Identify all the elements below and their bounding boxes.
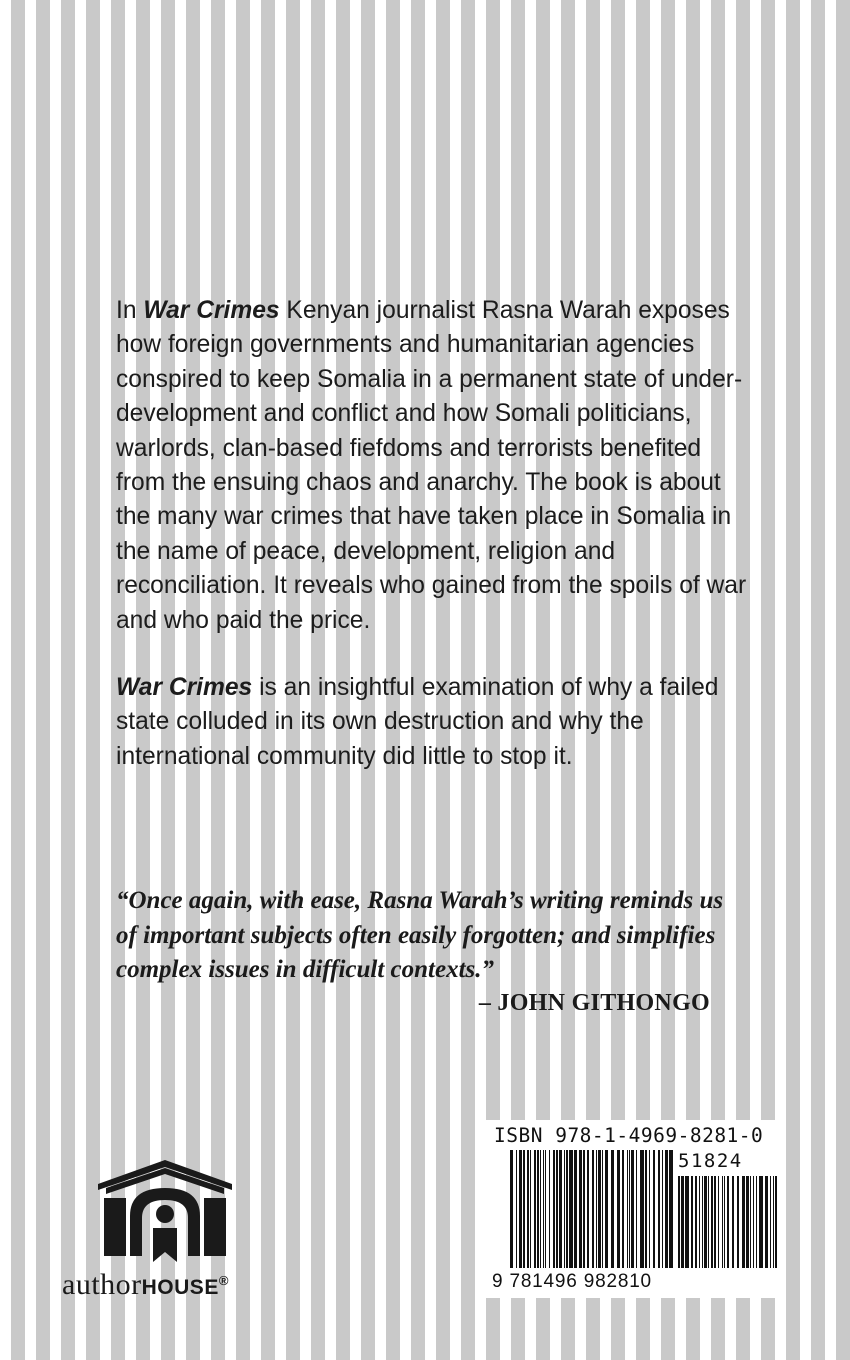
barcode-bar [699, 1176, 700, 1268]
barcode-bar [765, 1176, 768, 1268]
barcode-bar [770, 1176, 771, 1268]
barcode-bar [773, 1176, 774, 1268]
registered-mark: ® [218, 1273, 229, 1288]
barcode-bar [569, 1150, 573, 1268]
barcode-bar [530, 1150, 531, 1268]
barcode-bar [669, 1150, 673, 1268]
barcode-bar [665, 1150, 668, 1268]
barcode-bar [775, 1176, 777, 1268]
barcode-bar [662, 1150, 663, 1268]
barcode-bar [627, 1150, 628, 1268]
barcode-bar [732, 1176, 734, 1268]
barcode-bar [602, 1150, 603, 1268]
book-title-inline-2: War Crimes [116, 674, 253, 702]
barcode-bar [549, 1150, 550, 1268]
barcode-bar [727, 1176, 729, 1268]
barcode-bar [678, 1176, 680, 1268]
ean-digits: 9 781496 982810 [492, 1271, 652, 1292]
barcode-bar [553, 1150, 555, 1268]
back-cover-blurb [116, 294, 756, 774]
barcode-bar [587, 1150, 589, 1268]
barcode-bar [622, 1150, 624, 1268]
barcode-bar [523, 1150, 525, 1268]
barcode-bar [534, 1150, 536, 1268]
barcode-bar [516, 1150, 517, 1268]
barcode-bar [753, 1176, 754, 1268]
barcode-bar [537, 1150, 539, 1268]
barcode-bar [611, 1150, 614, 1268]
barcode-bar [605, 1150, 608, 1268]
publisher-name-author: author [62, 1268, 142, 1301]
barcode-bar [691, 1176, 693, 1268]
barcode-bar [564, 1150, 565, 1268]
endorsement-quote: “Once again, with ease, Rasna Warah’s writing reminds us of important subjects often easily forgotten; and simplifies complex issues in difficult contexts.” [116, 887, 724, 983]
barcode-bar [543, 1150, 544, 1268]
barcode-bar [658, 1150, 660, 1268]
barcode-bar [742, 1176, 745, 1268]
barcode-bar [704, 1176, 707, 1268]
blurb-text-1: Kenyan journalist Rasna Warah exposes how foreign governments and humanitarian agencies conspired to keep Somalia in a permanent state of under-development and conflict and how Somali politicians, warlords, clan-based fiefdoms and terrorists benefited from the ensuing chaos and anarchy. The book is about the many war crimes that have taken place in Somalia in the name of peace, development, religion and reconciliation. It reveals who gained from the spoils of war and who paid the price. [116, 297, 747, 634]
isbn-barcode [484, 1120, 786, 1298]
barcode-bar [750, 1176, 751, 1268]
publisher-name [62, 1268, 292, 1302]
ean-barcode-bars [510, 1150, 676, 1268]
barcode-bar [545, 1150, 546, 1268]
barcode-bar [556, 1150, 558, 1268]
publisher-name-house: HOUSE [141, 1276, 219, 1299]
barcode-bar [649, 1150, 650, 1268]
blurb-text-2: is an insightful examination of why a failed state colluded in its own destruction and why the international community did little to stop it. [116, 674, 719, 770]
barcode-bar [645, 1150, 647, 1268]
barcode-bar [636, 1150, 637, 1268]
endorsement-attribution: – JOHN GITHONGO [478, 990, 710, 1016]
barcode-bar [711, 1176, 713, 1268]
barcode-bar [695, 1176, 697, 1268]
barcode-bar [702, 1176, 703, 1268]
blurb-paragraph-1 [116, 294, 756, 638]
book-title-inline: War Crimes [143, 297, 280, 324]
barcode-bar [722, 1176, 723, 1268]
barcode-bar [714, 1176, 716, 1268]
barcode-bar [592, 1150, 594, 1268]
barcode-bar [631, 1150, 634, 1268]
barcode-bar [653, 1150, 655, 1268]
publisher-logo [62, 1158, 292, 1308]
isbn-label: ISBN 978-1-4969-8281-0 [494, 1124, 764, 1147]
barcode-bar [540, 1150, 541, 1268]
barcode-bar [519, 1150, 522, 1268]
barcode-bar [510, 1150, 513, 1268]
barcode-bar [681, 1176, 684, 1268]
barcode-bar [759, 1176, 763, 1268]
barcode-bar [640, 1150, 644, 1268]
barcode-bar [756, 1176, 757, 1268]
price-code: 51824 [678, 1150, 743, 1172]
price-barcode-bars [678, 1176, 778, 1268]
barcode-bar [629, 1150, 630, 1268]
barcode-bar [708, 1176, 709, 1268]
barcode-bar [598, 1150, 601, 1268]
barcode-bar [579, 1150, 582, 1268]
barcode-bar [583, 1150, 585, 1268]
barcode-bar [617, 1150, 620, 1268]
barcode-bar [559, 1150, 562, 1268]
barcode-bar [685, 1176, 689, 1268]
blurb-lead: In [116, 297, 144, 324]
barcode-bar [596, 1150, 597, 1268]
blurb-paragraph-2 [116, 671, 756, 774]
barcode-bar [746, 1176, 749, 1268]
barcode-bar [574, 1150, 577, 1268]
barcode-bar [718, 1176, 719, 1268]
publisher-logo-icon [98, 1158, 232, 1262]
barcode-bar [527, 1150, 529, 1268]
barcode-bar [724, 1176, 725, 1268]
barcode-bar [737, 1176, 739, 1268]
barcode-bar [566, 1150, 568, 1268]
